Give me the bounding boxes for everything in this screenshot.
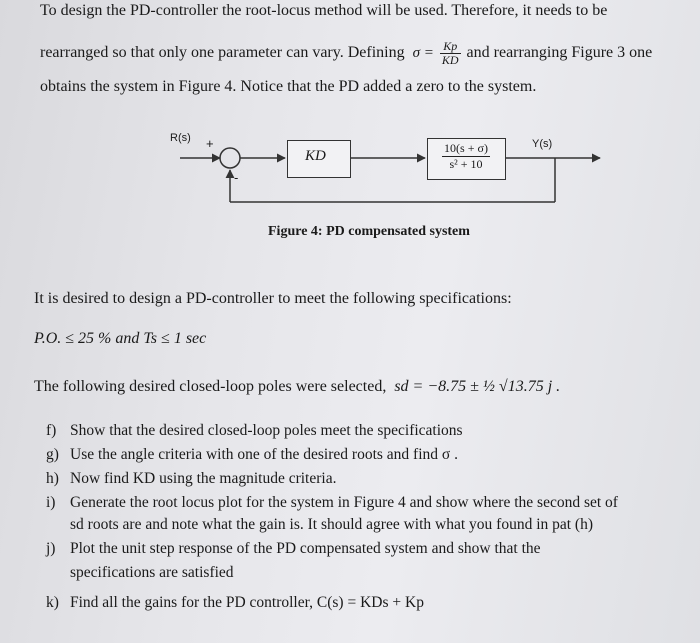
- task-j-text: Plot the unit step response of the PD compensated system and show that the: [70, 540, 541, 557]
- task-f: [46, 422, 463, 440]
- task-g-text: Use the angle criteria with one of the desired roots and find σ .: [70, 446, 458, 463]
- plant-denominator: s² + 10: [449, 157, 483, 171]
- task-k-key: k): [46, 594, 59, 611]
- task-h-key: h): [46, 470, 59, 487]
- figure-caption: Figure 4: PD compensated system: [268, 224, 470, 239]
- task-i-key: i): [46, 494, 56, 511]
- task-j-key: j): [46, 540, 56, 557]
- kp-over-kd-fraction: [440, 40, 461, 67]
- task-f-text: Show that the desired closed-loop poles meet the specifications: [70, 422, 463, 439]
- specs-intro: It is desired to design a PD-controller to meet the following specifications:: [34, 290, 512, 307]
- task-h: [46, 470, 336, 488]
- task-i-text: Generate the root locus plot for the system in Figure 4 and show where the second set of: [70, 494, 618, 511]
- task-g: [46, 446, 458, 464]
- task-j: [46, 540, 541, 558]
- sigma-equals: σ =: [412, 45, 434, 62]
- specs-line: [34, 330, 206, 348]
- kd-block-label: KD: [305, 148, 326, 164]
- output-label: Y(s): [532, 138, 553, 150]
- kp-symbol: Kp: [443, 39, 458, 53]
- task-i: [46, 494, 618, 512]
- poles-expression: sd = −8.75 ± ½ √13.75 j .: [394, 378, 561, 395]
- task-i-cont-text: sd roots are and note what the gain is. It should agree with what you found in pat (h): [70, 516, 594, 533]
- task-k: [46, 594, 424, 612]
- poles-line: [34, 378, 560, 396]
- input-label: R(s): [170, 132, 191, 144]
- intro-line-3: obtains the system in Figure 4. Notice that the PD added a zero to the system.: [40, 78, 537, 95]
- kd-symbol: KD: [441, 53, 459, 67]
- plant-numerator: 10(s + σ): [444, 141, 488, 155]
- intro-line-1: To design the PD-controller the root-locus method will be used. Therefore, it needs to be: [40, 2, 608, 19]
- summing-junction: [220, 148, 240, 168]
- task-j-cont: [46, 564, 234, 582]
- intro-line-2a: rearranged so that only one parameter can vary. Defining: [40, 44, 405, 62]
- intro-line-2: [40, 40, 652, 67]
- task-j-cont-text: specifications are satisfied: [70, 564, 234, 581]
- plus-sign: +: [206, 136, 214, 151]
- task-i-cont: [46, 516, 593, 534]
- minus-sign: -: [234, 170, 239, 185]
- specs-expression: P.O. ≤ 25 % and Ts ≤ 1 sec: [34, 330, 207, 347]
- task-g-key: g): [46, 446, 59, 463]
- intro-line-2b: and rearranging Figure 3 one: [466, 44, 653, 62]
- task-k-text: Find all the gains for the PD controller, C(s) = KDs + Kp: [70, 594, 424, 611]
- poles-text: The following desired closed-loop poles were selected,: [34, 378, 387, 395]
- block-diagram: [160, 130, 620, 215]
- task-f-key: f): [46, 422, 57, 439]
- task-h-text: Now find KD using the magnitude criteria.: [70, 470, 337, 487]
